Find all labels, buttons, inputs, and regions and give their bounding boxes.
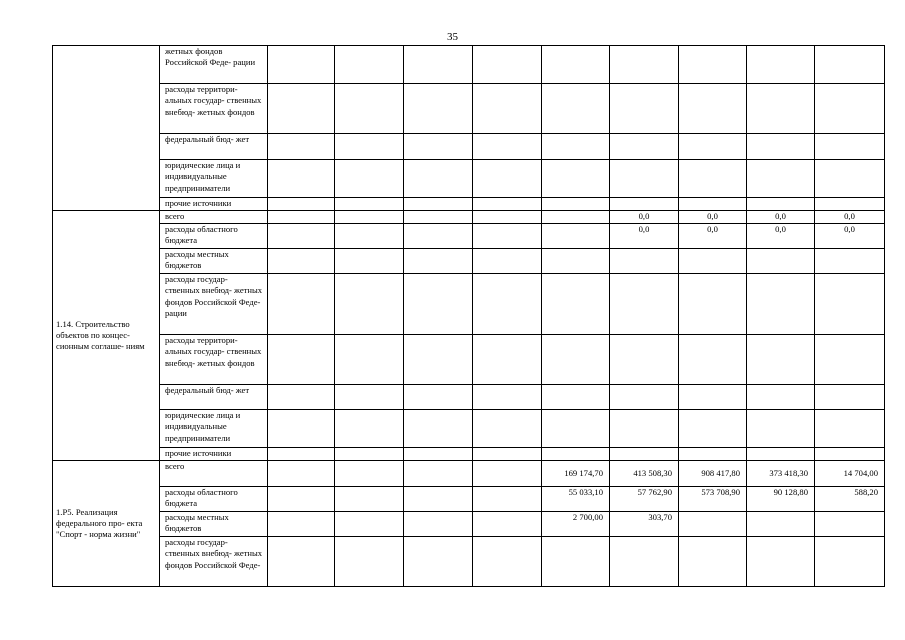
funding-source-cell: федеральный бюд- жет [160, 385, 268, 410]
funding-source-cell: юридические лица и индивидуальные предприниматели [160, 410, 268, 448]
value-cell [815, 160, 885, 198]
value-cell [404, 537, 473, 587]
value-cell [542, 46, 610, 84]
value-cell [335, 537, 404, 587]
value-cell: 373 418,30 [747, 461, 815, 487]
value-cell [610, 46, 679, 84]
value-cell [815, 448, 885, 461]
value-cell [610, 249, 679, 274]
value-cell [815, 537, 885, 587]
table-row [53, 461, 885, 487]
value-cell [679, 249, 747, 274]
value-cell [473, 487, 542, 512]
value-cell [473, 335, 542, 385]
value-cell [268, 385, 335, 410]
value-cell [335, 198, 404, 211]
value-cell [268, 46, 335, 84]
value-cell [268, 461, 335, 487]
value-cell: 0,0 [679, 224, 747, 249]
value-cell [542, 410, 610, 448]
value-cell [268, 448, 335, 461]
value-cell [679, 274, 747, 335]
value-cell [335, 274, 404, 335]
value-cell: 303,70 [610, 512, 679, 537]
value-cell [268, 84, 335, 134]
value-cell [679, 410, 747, 448]
funding-source-cell: жетных фондов Российской Феде- рации [160, 46, 268, 84]
value-cell [747, 249, 815, 274]
table-row [53, 134, 885, 160]
table-row [53, 448, 885, 461]
table-row [53, 84, 885, 134]
value-cell [404, 224, 473, 249]
value-cell [679, 385, 747, 410]
value-cell [268, 249, 335, 274]
value-cell [335, 160, 404, 198]
value-cell [679, 46, 747, 84]
value-cell [610, 448, 679, 461]
value-cell [268, 335, 335, 385]
value-cell: 0,0 [610, 211, 679, 224]
value-cell [335, 487, 404, 512]
value-cell [404, 448, 473, 461]
value-cell [335, 84, 404, 134]
value-cell [542, 448, 610, 461]
value-cell [404, 487, 473, 512]
value-cell [335, 211, 404, 224]
value-cell: 55 033,10 [542, 487, 610, 512]
value-cell [473, 410, 542, 448]
value-cell [268, 512, 335, 537]
value-cell: 0,0 [747, 224, 815, 249]
table-row [53, 537, 885, 587]
value-cell [542, 335, 610, 385]
value-cell [335, 224, 404, 249]
funding-source-cell: расходы государ- ственных внебюд- жетных фондов Российской Феде- [160, 537, 268, 587]
value-cell [404, 512, 473, 537]
value-cell [542, 211, 610, 224]
value-cell [542, 84, 610, 134]
event-name-cell [53, 46, 160, 211]
value-cell [473, 211, 542, 224]
value-cell [747, 512, 815, 537]
table-row [53, 335, 885, 385]
value-cell [268, 537, 335, 587]
value-cell [747, 274, 815, 335]
table-row [53, 410, 885, 448]
value-cell [747, 335, 815, 385]
value-cell [815, 198, 885, 211]
value-cell [815, 134, 885, 160]
table-row [53, 385, 885, 410]
value-cell [335, 249, 404, 274]
value-cell [747, 134, 815, 160]
table-body [53, 46, 885, 587]
page-number: 35 [447, 31, 458, 43]
value-cell [815, 84, 885, 134]
funding-source-cell: расходы областного бюджета [160, 487, 268, 512]
value-cell [404, 274, 473, 335]
value-cell [610, 537, 679, 587]
value-cell [542, 134, 610, 160]
value-cell [473, 537, 542, 587]
value-cell [268, 211, 335, 224]
event-name-cell: 1.Р5. Реализация федерального про- екта "Спорт - норма жизни" [53, 461, 160, 587]
budget-table [52, 45, 885, 587]
value-cell [268, 274, 335, 335]
value-cell [404, 46, 473, 84]
value-cell [473, 198, 542, 211]
value-cell [542, 198, 610, 211]
value-cell [679, 335, 747, 385]
value-cell [335, 134, 404, 160]
funding-source-cell: федеральный бюд- жет [160, 134, 268, 160]
value-cell [268, 224, 335, 249]
value-cell [473, 84, 542, 134]
value-cell [473, 385, 542, 410]
value-cell [335, 335, 404, 385]
funding-source-cell: расходы территори- альных государ- ственных внебюд- жетных фондов [160, 84, 268, 134]
table-row [53, 198, 885, 211]
funding-source-cell: расходы областного бюджета [160, 224, 268, 249]
value-cell [404, 211, 473, 224]
value-cell [679, 198, 747, 211]
value-cell [473, 512, 542, 537]
value-cell [473, 274, 542, 335]
value-cell [610, 198, 679, 211]
value-cell: 57 762,90 [610, 487, 679, 512]
value-cell [404, 410, 473, 448]
funding-source-cell: расходы местных бюджетов [160, 249, 268, 274]
value-cell: 90 128,80 [747, 487, 815, 512]
value-cell [473, 134, 542, 160]
funding-source-cell: всего [160, 461, 268, 487]
value-cell: 0,0 [610, 224, 679, 249]
value-cell [542, 249, 610, 274]
value-cell [815, 512, 885, 537]
value-cell [815, 385, 885, 410]
table-row [53, 224, 885, 249]
value-cell [473, 461, 542, 487]
table-row [53, 46, 885, 84]
value-cell [610, 335, 679, 385]
value-cell [268, 198, 335, 211]
funding-source-cell: прочие источники [160, 198, 268, 211]
value-cell: 0,0 [747, 211, 815, 224]
funding-source-cell: расходы местных бюджетов [160, 512, 268, 537]
value-cell [610, 84, 679, 134]
value-cell [815, 335, 885, 385]
value-cell [335, 410, 404, 448]
value-cell [610, 274, 679, 335]
value-cell [473, 46, 542, 84]
table-row [53, 512, 885, 537]
value-cell [268, 160, 335, 198]
funding-source-cell: расходы территори- альных государ- ственных внебюд- жетных фондов [160, 335, 268, 385]
value-cell [610, 160, 679, 198]
value-cell [747, 46, 815, 84]
event-name-cell: 1.14. Строительство объектов по концес- сионным соглаше- ниям [53, 211, 160, 461]
value-cell [747, 385, 815, 410]
value-cell [815, 249, 885, 274]
value-cell [679, 448, 747, 461]
table-row [53, 211, 885, 224]
value-cell [542, 224, 610, 249]
value-cell: 14 704,00 [815, 461, 885, 487]
value-cell [679, 134, 747, 160]
value-cell [473, 224, 542, 249]
funding-source-cell: всего [160, 211, 268, 224]
funding-source-cell: расходы государ- ственных внебюд- жетных фондов Российской Феде- рации [160, 274, 268, 335]
value-cell [747, 410, 815, 448]
value-cell [404, 198, 473, 211]
value-cell [679, 512, 747, 537]
value-cell: 0,0 [679, 211, 747, 224]
value-cell [747, 160, 815, 198]
value-cell [679, 84, 747, 134]
value-cell [335, 385, 404, 410]
value-cell [268, 410, 335, 448]
value-cell: 413 508,30 [610, 461, 679, 487]
value-cell [610, 410, 679, 448]
value-cell [335, 512, 404, 537]
value-cell [542, 537, 610, 587]
value-cell: 0,0 [815, 224, 885, 249]
value-cell [404, 84, 473, 134]
funding-source-cell: прочие источники [160, 448, 268, 461]
value-cell [815, 410, 885, 448]
value-cell [747, 537, 815, 587]
value-cell: 908 417,80 [679, 461, 747, 487]
value-cell [815, 274, 885, 335]
value-cell [473, 249, 542, 274]
value-cell [542, 160, 610, 198]
value-cell [473, 160, 542, 198]
value-cell [404, 385, 473, 410]
value-cell [679, 160, 747, 198]
value-cell [747, 84, 815, 134]
value-cell [404, 249, 473, 274]
value-cell [268, 487, 335, 512]
table-row [53, 249, 885, 274]
value-cell [335, 46, 404, 84]
value-cell [747, 448, 815, 461]
value-cell [335, 448, 404, 461]
value-cell: 169 174,70 [542, 461, 610, 487]
value-cell [679, 537, 747, 587]
value-cell [404, 335, 473, 385]
value-cell [404, 160, 473, 198]
value-cell: 573 708,90 [679, 487, 747, 512]
value-cell [747, 198, 815, 211]
value-cell [404, 461, 473, 487]
funding-source-cell: юридические лица и индивидуальные предприниматели [160, 160, 268, 198]
value-cell [542, 385, 610, 410]
value-cell [473, 448, 542, 461]
value-cell [404, 134, 473, 160]
table-row [53, 487, 885, 512]
value-cell: 2 700,00 [542, 512, 610, 537]
value-cell [542, 274, 610, 335]
value-cell [268, 134, 335, 160]
value-cell [610, 385, 679, 410]
value-cell: 0,0 [815, 211, 885, 224]
value-cell [610, 134, 679, 160]
table-row [53, 160, 885, 198]
value-cell: 588,20 [815, 487, 885, 512]
value-cell [815, 46, 885, 84]
value-cell [335, 461, 404, 487]
table-row [53, 274, 885, 335]
